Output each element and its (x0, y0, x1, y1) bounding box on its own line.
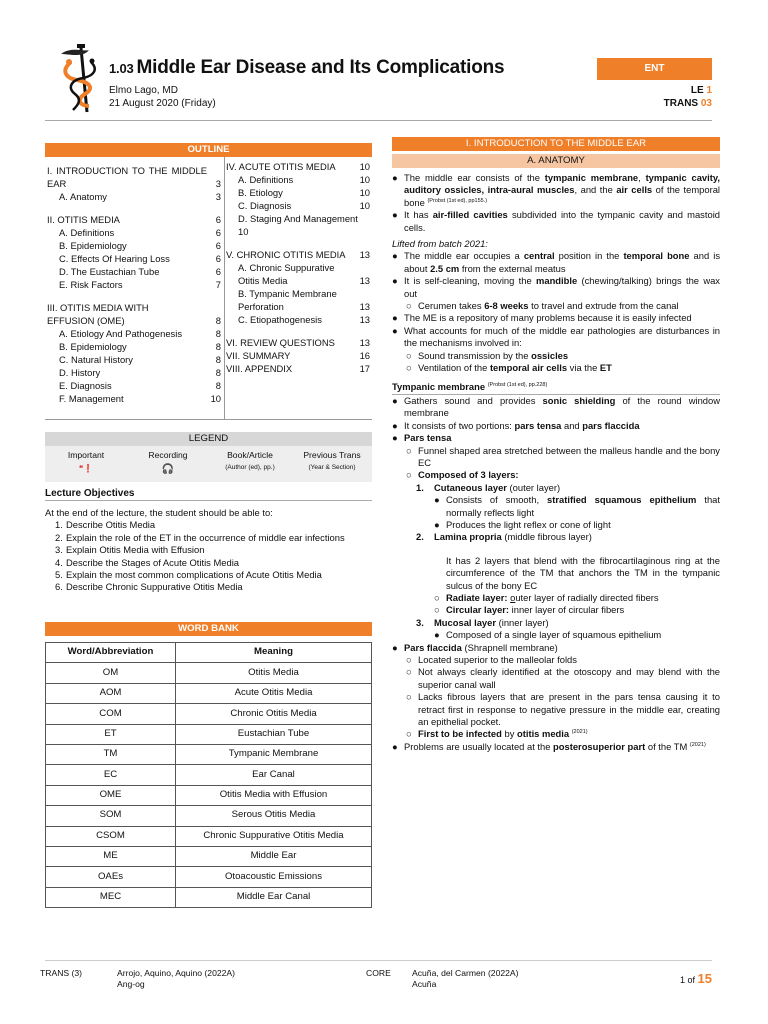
outline-item: A. Anatomy 3 (59, 191, 221, 202)
bullet-item: ○ Funnel shaped area stretched between the malleus handle and the bony EC (406, 444, 720, 468)
bullet-item: ● It is self-cleaning, moving the mandible (chewing/talking) brings the wax out (392, 275, 720, 299)
legend-heading: LEGEND (45, 432, 372, 446)
wordbank-col-header: Meaning (176, 643, 372, 663)
table-row: MEC Middle Ear Canal (46, 887, 372, 907)
footer-writers: Arrojo, Aquino, Aquino (2022A) Ang-og (117, 968, 236, 989)
lecture-number: LE 1 (690, 85, 712, 96)
outline-item: VI. REVIEW QUESTIONS 13 (226, 337, 370, 348)
outline-item: E. Risk Factors 7 (59, 279, 221, 290)
bullet-item: 3. Mucosal layer (inner layer) (416, 616, 549, 628)
table-row: SOM Serous Otitis Media (46, 806, 372, 826)
outline-item: A. Definitions 10 (238, 174, 370, 185)
bullet-item: 1. Cutaneous layer (outer layer) (416, 481, 561, 493)
table-row: OM Otitis Media (46, 663, 372, 683)
lecture-date: 21 August 2020 (Friday) (109, 98, 216, 109)
legend-box (45, 446, 372, 482)
bullet-item: 2. Lamina propria (middle fibrous layer) (416, 531, 592, 543)
outline-item: D. The Eustachian Tube 6 (59, 266, 221, 277)
page-number: 1 of 15 (679, 971, 712, 986)
outline-item: B. Epidemiology 8 (59, 341, 221, 352)
bullet-item: ● What accounts for much of the middle ear pathologies are disturbances in the mechanisms involved in: (392, 324, 720, 349)
bullet-item: ● The middle ear occupies a central position in the temporal bone and is about 2.5 cm from the external meatus (392, 250, 721, 274)
objective-item: 6. Describe Chronic Suppurative Otitis Media (55, 581, 243, 593)
table-row: OAEs Otoacoustic Emissions (46, 867, 372, 887)
outline-heading: OUTLINE (45, 143, 372, 157)
outline-item: D. Staging And Management (238, 213, 358, 224)
outline-item: V. CHRONIC OTITIS MEDIA 13 (226, 249, 370, 260)
footer-divider (45, 960, 712, 961)
objectives-divider (45, 500, 372, 501)
anatomy-content (392, 172, 720, 753)
outline-item: IV. ACUTE OTITIS MEDIA 10 (226, 161, 370, 172)
outline-item: C. Effects Of Hearing Loss 6 (59, 253, 221, 264)
table-row: TM Tympanic Membrane (46, 744, 372, 764)
wordbank-col-header: Word/Abbreviation (46, 643, 176, 663)
subsection-heading: A. ANATOMY (392, 154, 720, 168)
bullet-item: ● The ME is a repository of many problems because it is easily infected (392, 312, 692, 324)
outline-item: D. History 8 (59, 367, 221, 378)
legend-book: Book/Article (Author (ed), pp.) (225, 450, 275, 472)
outline-item: F. Management 10 (59, 393, 221, 404)
objective-item: 4. Describe the Stages of Acute Otitis Media (55, 556, 240, 568)
outline-item: B. Epidemiology 6 (59, 240, 221, 251)
bullet-item: It has 2 layers that blend with the fibrocartilaginous ring at the circumference of the TM that anchors the TM in the tympanic sulcus of the bony EC (446, 554, 720, 591)
bullet-item: ● Composed of a single layer of squamous epithelium (434, 629, 662, 641)
lifted-note: Lifted from batch 2021: (392, 238, 488, 250)
outline-item: E. Diagnosis 8 (59, 380, 221, 391)
outline-item: A. Etiology And Pathogenesis 8 (59, 328, 221, 339)
bullet-item: ● Gathers sound and provides sonic shielding of the round window membrane (392, 394, 720, 419)
bullet-item: ○ Radiate layer: outer layer of radially directed fibers (434, 592, 659, 603)
bullet-item: ● Pars tensa (392, 432, 452, 444)
outline-left (47, 164, 221, 405)
caduceus-logo (55, 40, 105, 118)
outline-item: II. OTITIS MEDIA 6 (47, 214, 221, 225)
table-row: OME Otitis Media with Effusion (46, 785, 372, 805)
bullet-item: ○ Lacks fibrous layers that are present in the pars tensa causing it to retract first in response to negative pressure in the middle ear, creating an epithelial pocket. (406, 691, 720, 728)
wordbank-table (45, 642, 372, 908)
objective-item: 3. Explain Otitis Media with Effusion (55, 544, 205, 556)
objectives-intro: At the end of the lecture, the student should be able to: (45, 507, 273, 518)
section-heading: I. INTRODUCTION TO THE MIDDLE EAR (392, 137, 720, 151)
outline-item: III. OTITIS MEDIA WITH EFFUSION (OME) 8 (47, 302, 221, 326)
bullet-item: ○ Not always clearly identified at the otoscopy and may blend with the superior canal wall (406, 666, 720, 690)
bullet-item: ○ Ventilation of the temporal air cells via the ET (406, 362, 612, 374)
table-row: ME Middle Ear (46, 846, 372, 866)
table-row: AOM Acute Otitis Media (46, 683, 372, 703)
footer-trans: TRANS (3) (40, 968, 83, 978)
document-title: 1.03 Middle Ear Disease and Its Complications (109, 57, 505, 78)
outline-item: C. Etiopathogenesis 13 (238, 314, 370, 325)
bullet-item: ○ First to be infected by otitis media $^{(2021)}$ (406, 728, 588, 740)
outline-right (226, 160, 370, 375)
tm-heading: Tympanic membrane $^{(Probst (1st ed), pp.228)}$ (392, 381, 720, 395)
header-divider (45, 120, 712, 121)
bullet-item: ○ Composed of 3 layers: (406, 469, 519, 481)
objective-item: 5. Explain the most common complications of Acute Otitis Media (55, 569, 322, 581)
bullet-item: ● Consists of smooth, stratified squamous epithelium that normally reflects light (434, 494, 720, 518)
outline-item: B. Etiology 10 (238, 187, 370, 198)
outline-divider (224, 157, 225, 420)
bullet-item: ○ Located superior to the malleolar folds (406, 654, 577, 666)
outline-page: 10 (238, 226, 249, 237)
bullet-item: ● The middle ear consists of the tympanic membrane, tympanic cavity, auditory ossicles, intra-aural muscles, and the air cells of the temporal bone $^{(Probst (1st ed), pp155.)}$ (392, 172, 720, 208)
important-icon: ❝❗ (78, 464, 94, 474)
outline-item: C. Diagnosis 10 (238, 200, 370, 211)
outline-item: C. Natural History 8 (59, 354, 221, 365)
wordbank-heading: WORD BANK (45, 622, 372, 636)
bullet-item: ● It consists of two portions: pars tensa and pars flaccida (392, 419, 640, 431)
bullet-item: ○ Circular layer: inner layer of circular fibers (434, 604, 625, 616)
legend-important: Important ❝❗ (45, 450, 127, 475)
headphones-icon: 🎧 (161, 464, 175, 476)
bullet-item: ● Produces the light reflex or cone of light (434, 518, 611, 530)
author: Elmo Lago, MD (109, 85, 178, 96)
bullet-item: ● Pars flaccida (Shrapnell membrane) (392, 641, 558, 653)
objective-item: 1. Describe Otitis Media (55, 519, 156, 531)
legend-previous-trans: Previous Trans (Year & Section) (303, 450, 361, 472)
footer-core-label: CORE (366, 968, 391, 978)
table-row: CSOM Chronic Suppurative Otitis Media (46, 826, 372, 846)
footer-core: Acuña, del Carmen (2022A) Acuña (412, 968, 519, 989)
table-row: ET Eustachian Tube (46, 724, 372, 744)
table-row: EC Ear Canal (46, 765, 372, 785)
table-row: COM Chronic Otitis Media (46, 704, 372, 724)
bullet-item: ○ Cerumen takes 6-8 weeks to travel and extrude from the canal (406, 300, 679, 312)
bullet-item: ● It has air-filled cavities subdivided into the tympanic cavity and mastoid cells. (392, 209, 720, 233)
outline-item: A. Definitions 6 (59, 227, 221, 238)
objectives-heading: Lecture Objectives (45, 488, 135, 499)
bullet-item: ● Problems are usually located at the posterosuperior part of the TM $^{(2021)}$ (392, 740, 706, 752)
bullet-item: ○ Sound transmission by the ossicles (406, 349, 569, 361)
objective-item: 2. Explain the role of the ET in the occurrence of middle ear infections (55, 531, 345, 543)
subject-badge: ENT (597, 58, 712, 80)
outline-item: B. Tympanic Membrane Perforation 13 (238, 288, 370, 312)
outline-item: I. INTRODUCTION TO THE MIDDLE EAR 3 (47, 165, 221, 189)
legend-recording: Recording 🎧 (127, 450, 209, 477)
trans-number: TRANS 03 (663, 98, 712, 109)
outline-item: VIII. APPENDIX 17 (226, 363, 370, 374)
outline-item: A. Chronic Suppurative Otitis Media 13 (238, 262, 370, 286)
objectives-body (45, 507, 372, 594)
outline-item: VII. SUMMARY 16 (226, 350, 370, 361)
